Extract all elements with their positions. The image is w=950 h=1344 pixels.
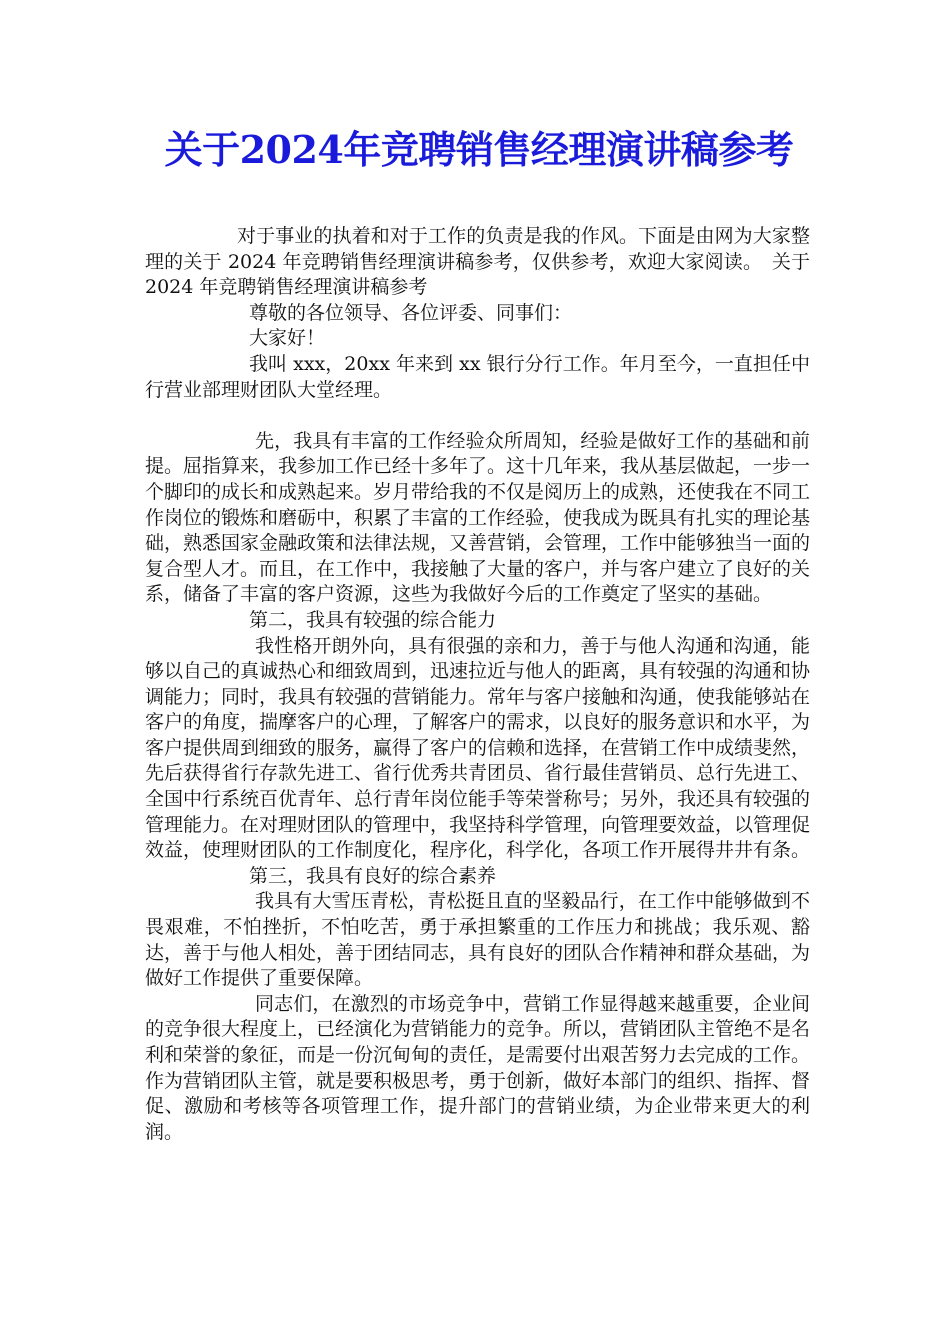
document-title: 关于2024年竞聘销售经理演讲稿参考 bbox=[164, 127, 794, 172]
section-heading-ability: 第二，我具有较强的综合能力 bbox=[249, 608, 497, 631]
quality-paragraph: 我具有大雪压青松，青松挺且直的坚毅品行，在工作中能够做到不畏艰难，不怕挫折，不怕吃苦，勇于承担繁重的工作压力和挑战；我乐观、豁达，善于与他人相处，善于团结同志，具有良好的团队合作精神和群众基础，为做好工作提供了重要保障。 bbox=[145, 890, 811, 990]
greeting-paragraph: 大家好！ bbox=[249, 327, 326, 350]
ability-paragraph: 我性格开朗外向，具有很强的亲和力，善于与他人沟通和沟通，能够以自己的真诚热心和细致周到，迅速拉近与他人的距离，具有较强的沟通和协调能力；同时，我具有较强的营销能力。常年与客户接触和沟通，使我能够站在客户的角度，揣摩客户的心理，了解客户的需求，以良好的服务意识和水平，为客户提供周到细致的服务，赢得了客户的信赖和选择，在营销工作中成绩斐然，先后获得省行存款先进工、省行优秀共青团员、省行最佳营销员、总行先进工、全国中行系统百优青年、总行青年岗位能手等荣誉称号；另外，我还具有较强的管理能力。在对理财团队的管理中，我坚持科学管理，向管理要效益，以管理促效益，使理财团队的工作制度化，程序化，科学化，各项工作开展得井井有条。 bbox=[145, 634, 811, 862]
document-body bbox=[145, 224, 810, 1145]
blank-line bbox=[145, 403, 810, 429]
experience-paragraph: 先，我具有丰富的工作经验众所周知，经验是做好工作的基础和前提。屈指算来，我参加工作已经十多年了。这十几年来，我从基层做起，一步一个脚印的成长和成熟起来。岁月带给我的不仅是阅历上的成熟，还使我在不同工作岗位的锻炼和磨砺中，积累了丰富的工作经验，使我成为既具有扎实的理论基础，熟悉国家金融政策和法律法规，又善营销，会管理，工作中能够独当一面的复合型人才。而且，在工作中，我接触了大量的客户，并与客户建立了良好的关系，储备了丰富的客户资源，这些为我做好今后的工作奠定了坚实的基础。 bbox=[145, 429, 811, 606]
closing-paragraph: 同志们，在激烈的市场竞争中，营销工作显得越来越重要，企业间的竞争很大程度上，已经演化为营销能力的竞争。所以，营销团队主管绝不是名利和荣誉的象征，而是一份沉甸甸的责任，是需要付出艰苦努力去完成的工作。作为营销团队主管，就是要积极思考，勇于创新，做好本部门的组织、指挥、督促、激励和考核等各项管理工作，提升部门的营销业绩，为企业带来更大的利润。 bbox=[145, 992, 811, 1143]
self-introduction-paragraph: 我叫 xxx，20xx 年来到 xx 银行分行工作。年月至今，一直担任中行营业部理财团队大堂经理。 bbox=[145, 352, 810, 401]
salutation-paragraph: 尊敬的各位领导、各位评委、同事们： bbox=[249, 301, 573, 324]
section-heading-quality: 第三，我具有良好的综合素养 bbox=[249, 864, 497, 887]
intro-paragraph: 对于事业的执着和对于工作的负责是我的作风。下面是由网为大家整理的关于 2024 年竞聘销售经理演讲稿参考，仅供参考，欢迎大家阅读。 关于 2024 年竞聘销售经理演讲稿参考 bbox=[145, 225, 810, 299]
